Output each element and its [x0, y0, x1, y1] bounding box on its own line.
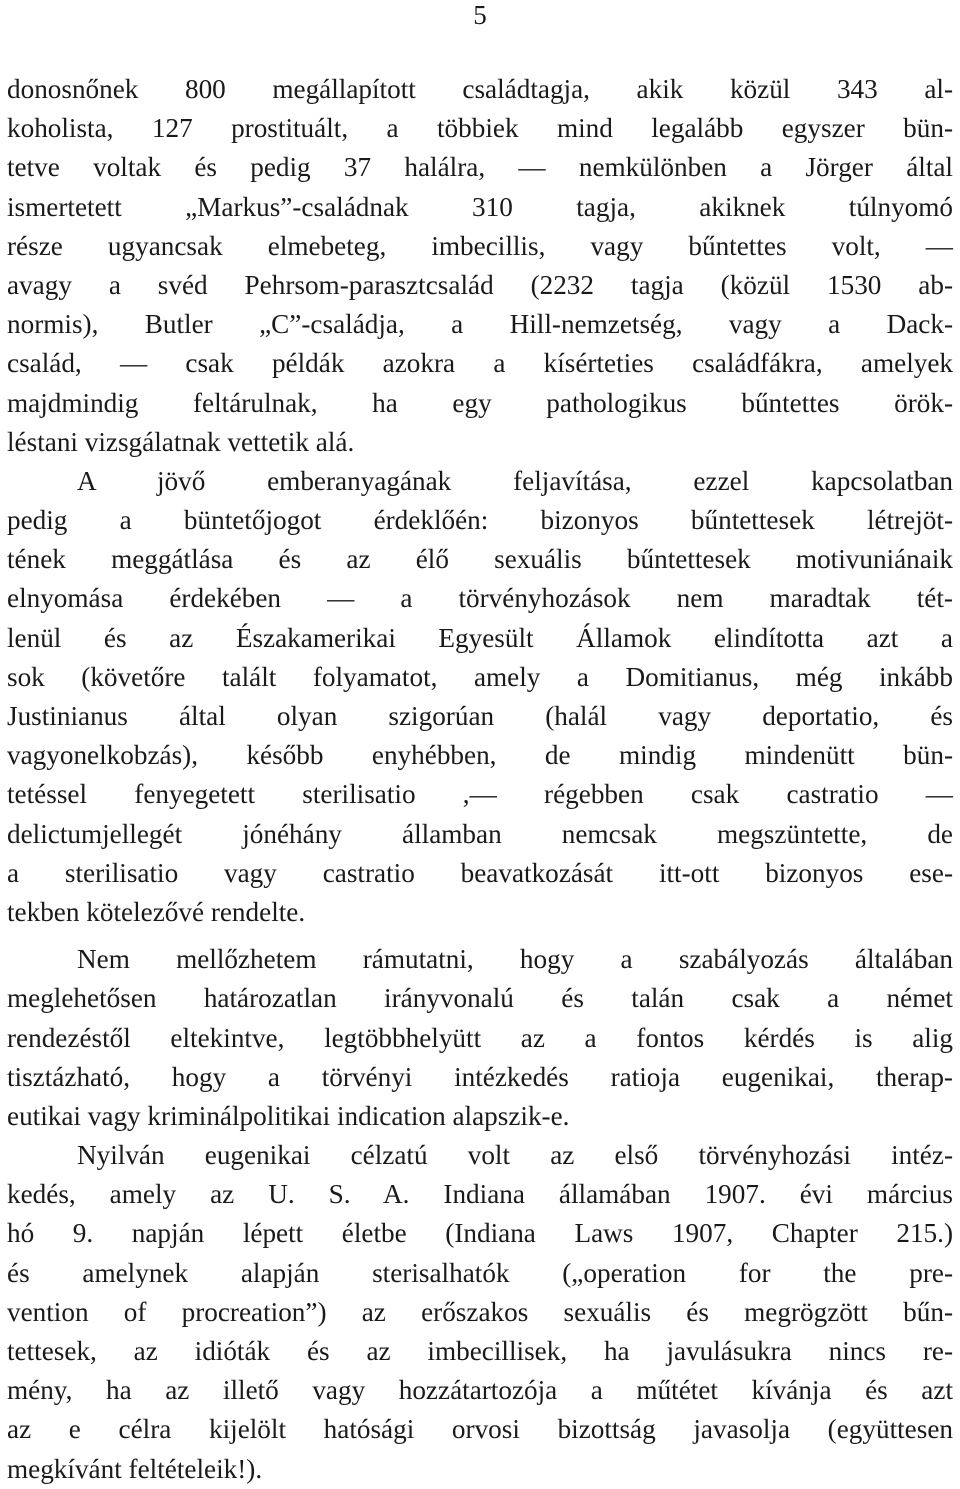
page-number: 5: [473, 0, 487, 30]
text-line: Nem mellőzhetem rámutatni, hogy a szabályozás általában: [77, 944, 953, 975]
text-line: mény, ha az illető vagy hozzátartozója a műtétet kívánja és azt: [7, 1375, 953, 1406]
text-line: pedig a büntetőjogot érdeklőén: bizonyos bűntettesek létrejöt-: [7, 505, 953, 536]
text-line: és amelynek alapján sterisalhatók („operation for the pre-: [7, 1257, 953, 1288]
paragraph-2: [7, 462, 953, 932]
text-line: delictumjellegét jónéhány államban nemcsak megszüntette, de: [7, 818, 953, 849]
text-line: A jövő emberanyagának feljavítása, ezzel kapcsolatban: [77, 465, 953, 496]
text-line: része ugyancsak elmebeteg, imbecillis, vagy bűntettes volt, —: [7, 230, 953, 261]
paragraph-gap: [7, 932, 953, 940]
text-line: normis), Butler „C”-családja, a Hill-nemzetség, vagy a Dack-: [7, 309, 953, 340]
text-line: vention of procreation”) az erőszakos sexuális és megrögzött bűn-: [7, 1296, 953, 1327]
text-line: lenül és az Északamerikai Egyesült Államok elindította azt a: [7, 622, 953, 653]
text-line: család, — csak példák azokra a kísérteties családfákra, amelyek: [7, 348, 953, 379]
text-line: koholista, 127 prostituált, a többiek mind legalább egyszer bün-: [7, 113, 953, 144]
text-line: rendezéstől eltekintve, legtöbbhelyütt az a fontos kérdés is alig: [7, 1022, 953, 1053]
text-line: tettesek, az idióták és az imbecillisek, ha javulásukra nincs re-: [7, 1336, 953, 1366]
text-line: megkívánt feltételeik!).: [7, 1453, 263, 1484]
paragraph-4: [7, 1136, 953, 1489]
text-line: hó 9. napján lépett életbe (Indiana Laws 1907, Chapter 215.): [7, 1218, 953, 1249]
text-line: vagyonelkobzás), később enyhébben, de mindig mindenütt bün-: [7, 740, 953, 771]
text-line: a sterilisatio vagy castratio beavatkozását itt-ott bizonyos ese-: [7, 857, 953, 888]
text-line: tetéssel fenyegetett sterilisatio ,— régebben csak castratio —: [7, 779, 953, 810]
text-line: ismertetett „Markus”-családnak 310 tagja, akiknek túlnyomó: [7, 191, 953, 222]
text-line: tének meggátlása és az élő sexuális bűntettesek motivuniánaik: [7, 544, 953, 575]
text-line: donosnőnek 800 megállapított családtagja, akik közül 343 al-: [7, 74, 953, 104]
text-line: sok (követőre talált folyamatot, amely a Domitianus, még inkább: [7, 661, 953, 692]
paragraph-3: [7, 940, 953, 1136]
paragraph-1: [7, 70, 953, 462]
text-line: tekben kötelezővé rendelte.: [7, 896, 306, 927]
text-line: kedés, amely az U. S. A. Indiana államában 1907. évi március: [7, 1179, 953, 1210]
text-line: Justinianus által olyan szigorúan (halál vagy deportatio, és: [7, 701, 953, 731]
text-line: avagy a svéd Pehrsom-parasztcsalád (2232 tagja (közül 1530 ab-: [7, 269, 953, 300]
text-line: meglehetősen határozatlan irányvonalú és talán csak a német: [7, 983, 953, 1014]
page-body: [7, 70, 953, 1489]
text-line: Nyilván eugenikai célzatú volt az első törvényhozási intéz-: [77, 1140, 953, 1171]
text-line: tetve voltak és pedig 37 halálra, — nemkülönben a Jörger által: [7, 152, 953, 183]
text-line: elnyomása érdekében — a törvényhozások nem maradtak tét-: [7, 583, 953, 614]
text-line: tisztázható, hogy a törvényi intézkedés ratioja eugenikai, therap-: [7, 1061, 953, 1092]
text-line: az e célra kijelölt hatósági orvosi bizottság javasolja (együttesen: [7, 1414, 953, 1445]
text-line: léstani vizsgálatnak vettetik alá.: [7, 426, 355, 457]
text-line: eutikai vagy kriminálpolitikai indication alapszik-e.: [7, 1100, 570, 1131]
text-line: majdmindig feltárulnak, ha egy pathologikus bűntettes örök-: [7, 387, 953, 418]
